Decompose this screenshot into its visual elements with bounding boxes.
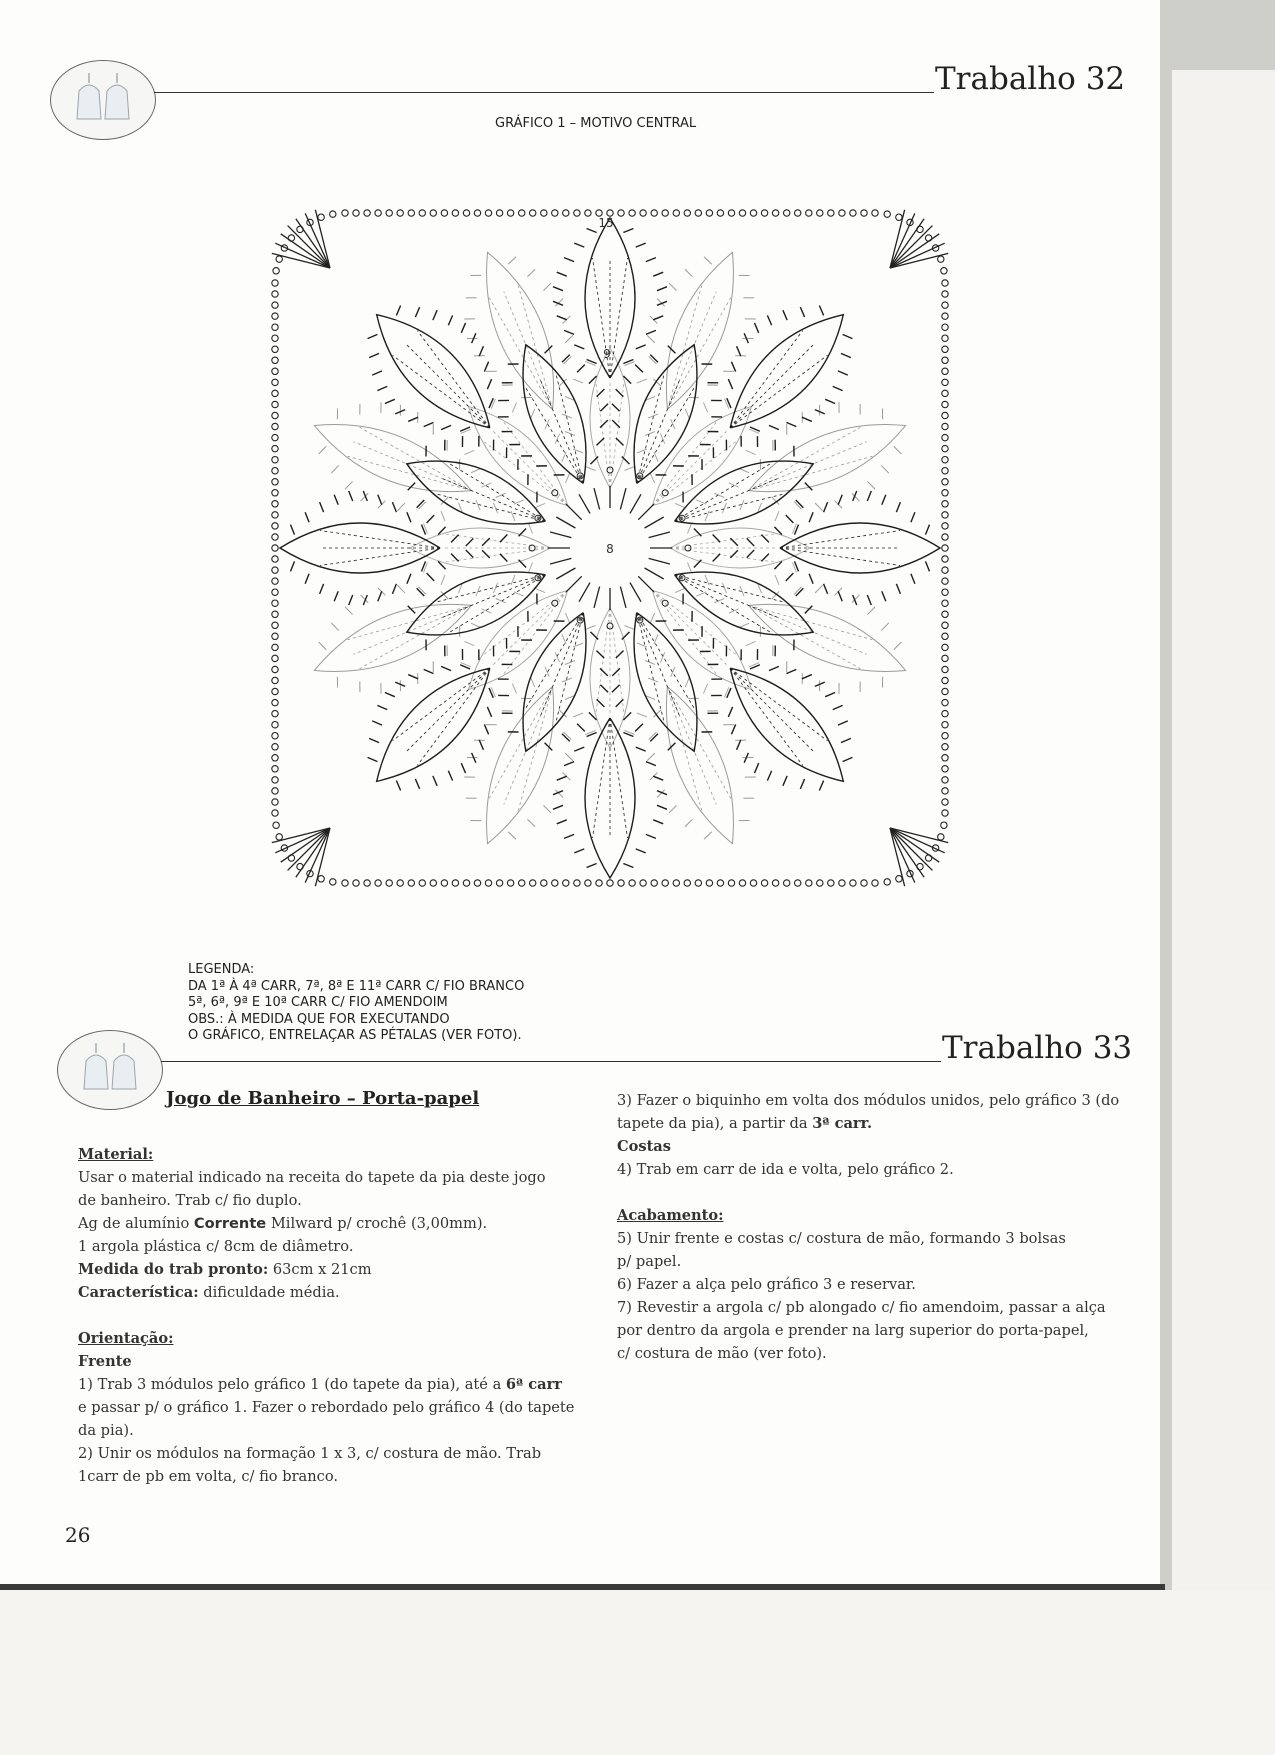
text-line: e passar p/ o gráfico 1. Fazer o rebordado pelo gráfico 4 (do tapete: [78, 1399, 575, 1416]
row-label-15: 15: [598, 216, 614, 230]
crochet-chart: [205, 140, 1005, 920]
material-heading: Material:: [78, 1146, 154, 1163]
size-line: Medida do trab pronto: 63cm x 21cm: [78, 1261, 372, 1278]
background-surface: [0, 1590, 1275, 1755]
recipe-left-column: [78, 1143, 598, 1488]
needle-line: Ag de alumínio Corrente Milward p/ crochê (3,00mm).: [78, 1215, 488, 1232]
text-line: 5) Unir frente e costas c/ costura de mão, formando 3 bolsas: [617, 1230, 1066, 1247]
header-rule: [154, 92, 934, 93]
header-thumbnail: [50, 60, 156, 140]
recipe-right-column: [617, 1089, 1137, 1365]
center-row-label: 8: [606, 542, 614, 556]
text-line: 2) Unir os módulos na formação 1 x 3, c/ costura de mão. Trab: [78, 1445, 542, 1462]
legend-line: OBS.: À MEDIDA QUE FOR EXECUTANDO: [188, 1011, 450, 1027]
text-line: c/ costura de mão (ver foto).: [617, 1345, 827, 1362]
legend-line: LEGENDA:: [188, 962, 255, 977]
text-line: 3) Fazer o biquinho em volta dos módulos unidos, pelo gráfico 3 (do: [617, 1092, 1120, 1109]
text-line: p/ papel.: [617, 1253, 682, 1270]
next-page-edge: [1172, 70, 1275, 1590]
section-title-33: Trabalho 33: [942, 1030, 1133, 1066]
text-line: Usar o material indicado na receita do tapete da pia deste jogo: [78, 1169, 546, 1186]
finish-heading: Acabamento:: [617, 1207, 724, 1224]
text-line: 1carr de pb em volta, c/ fio branco.: [78, 1468, 338, 1485]
legend-line: DA 1ª À 4ª CARR, 7ª, 8ª E 11ª CARR C/ FIO BRANCO: [188, 978, 525, 994]
back-heading: Costas: [617, 1138, 671, 1155]
lampshade-icon: [58, 1031, 162, 1109]
legend-line: 5ª, 6ª, 9ª E 10ª CARR C/ FIO AMENDOIM: [188, 995, 448, 1010]
chart-title: GRÁFICO 1 – MOTIVO CENTRAL: [495, 116, 697, 131]
lampshade-icon: [51, 61, 155, 139]
step-4: 4) Trab em carr de ida e volta, pelo gráfico 2.: [617, 1161, 954, 1178]
legend-line: O GRÁFICO, ENTRELAÇAR AS PÉTALAS (VER FOTO).: [188, 1028, 522, 1043]
text-line: 1 argola plástica c/ 8cm de diâmetro.: [78, 1238, 354, 1255]
section-title-32: Trabalho 32: [935, 61, 1126, 97]
text-line: 7) Revestir a argola c/ pb alongado c/ fio amendoim, passar a alça: [617, 1299, 1106, 1316]
orientation-heading: Orientação:: [78, 1330, 174, 1347]
step-3: tapete da pia), a partir da 3ª carr.: [617, 1115, 873, 1132]
brand-name: Corrente: [193, 1215, 267, 1232]
characteristic-line: Característica: dificuldade média.: [78, 1284, 340, 1301]
header-thumbnail: [57, 1030, 163, 1110]
page-number: 26: [65, 1523, 91, 1547]
text-line: da pia).: [78, 1422, 134, 1439]
text-line: 6) Fazer a alça pelo gráfico 3 e reservar.: [617, 1276, 916, 1293]
step-1: 1) Trab 3 módulos pelo gráfico 1 (do tapete da pia), até a 6ª carr: [78, 1376, 562, 1393]
header-rule: [161, 1061, 941, 1062]
row-label-9: 9: [603, 347, 611, 361]
recipe-title: Jogo de Banheiro – Porta-papel: [166, 1088, 480, 1109]
chart-legend: [188, 962, 524, 1045]
text-line: por dentro da argola e prender na larg superior do porta-papel,: [617, 1322, 1089, 1339]
front-heading: Frente: [78, 1353, 132, 1370]
text-line: de banheiro. Trab c/ fio duplo.: [78, 1192, 302, 1209]
